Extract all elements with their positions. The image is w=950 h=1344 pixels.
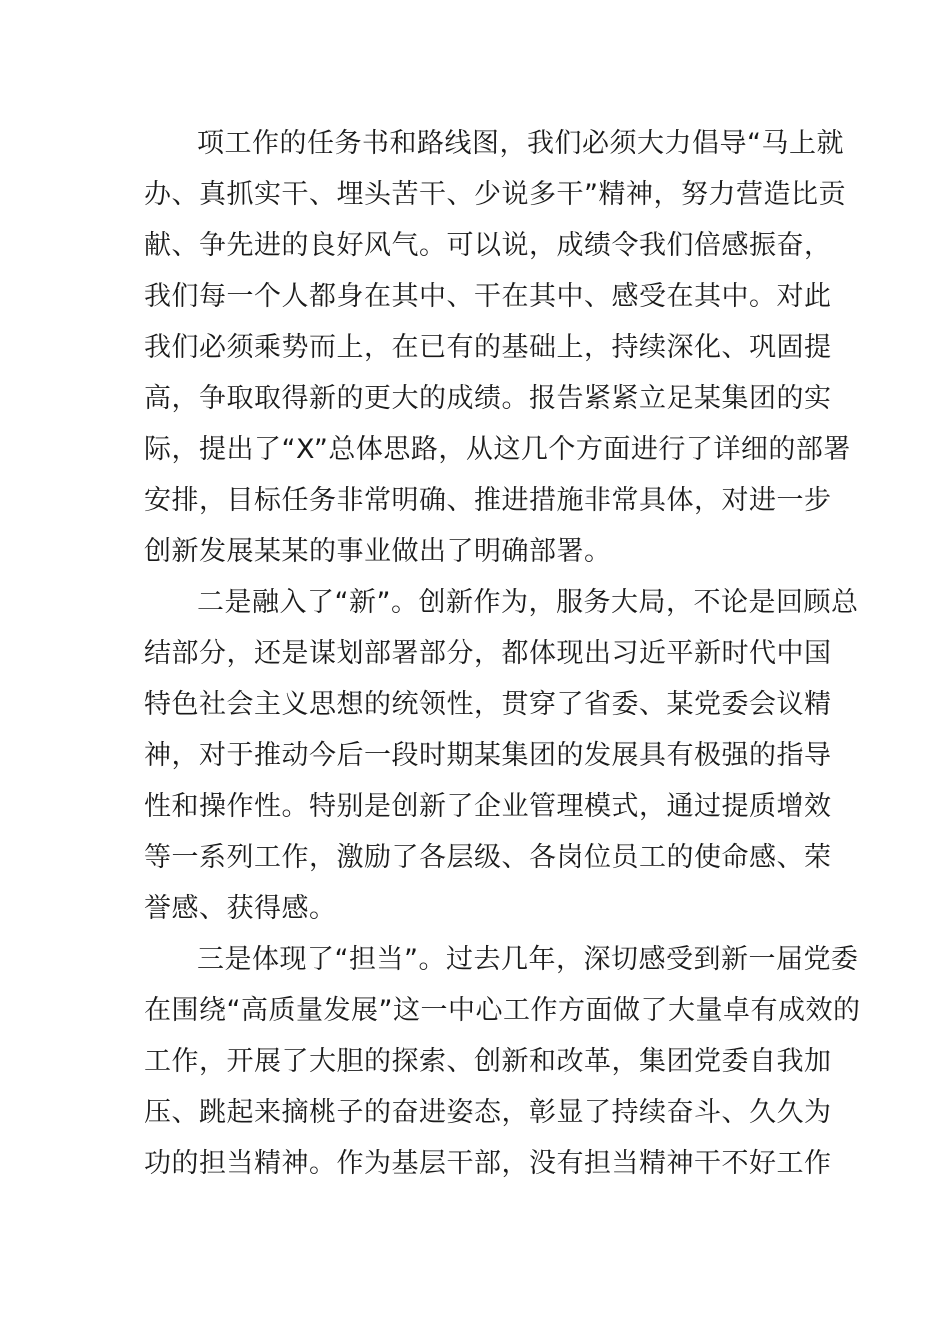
text-line: 献、争先进的良好风气。可以说，成绩令我们倍感振奋， [144, 230, 832, 261]
text-line: 压、跳起来摘桃子的奋进姿态，彰显了持续奋斗、久久为 [144, 1097, 832, 1128]
document-body [144, 118, 861, 1189]
paragraph-point-two [144, 577, 859, 934]
text-line: 功的担当精神。作为基层干部，没有担当精神干不好工作 [144, 1148, 832, 1179]
text-line: 安排，目标任务非常明确、推进措施非常具体，对进一步 [144, 485, 832, 516]
text-line: 在围绕“高质量发展”这一中心工作方面做了大量卓有成效的 [144, 995, 861, 1026]
text-line: 项工作的任务书和路线图，我们必须大力倡导“马上就 [197, 128, 844, 159]
text-line: 高，争取取得新的更大的成绩。报告紧紧立足某集团的实 [144, 383, 832, 414]
text-line: 我们每一个人都身在其中、干在其中、感受在其中。对此 [144, 281, 832, 312]
text-line: 办、真抓实干、埋头苦干、少说多干”精神，努力营造比贡 [144, 179, 846, 210]
text-line: 二是融入了“新”。创新作为，服务大局，不论是回顾总 [197, 587, 859, 618]
text-line: 创新发展某某的事业做出了明确部署。 [144, 536, 612, 567]
text-line: 誉感、获得感。 [144, 893, 337, 924]
text-line: 等一系列工作，激励了各层级、各岗位员工的使命感、荣 [144, 842, 832, 873]
text-line: 三是体现了“担当”。过去几年，深切感受到新一届党委 [197, 944, 859, 975]
paragraph-point-three [144, 934, 861, 1189]
text-line: 工作，开展了大胆的探索、创新和改革，集团党委自我加 [144, 1046, 832, 1077]
paragraph-continuation [144, 118, 851, 577]
text-line: 神，对于推动今后一段时期某集团的发展具有极强的指导 [144, 740, 832, 771]
text-line: 际，提出了“X”总体思路，从这几个方面进行了详细的部署 [144, 434, 851, 465]
text-line: 性和操作性。特别是创新了企业管理模式，通过提质增效 [144, 791, 832, 822]
text-line: 特色社会主义思想的统领性，贯穿了省委、某党委会议精 [144, 689, 832, 720]
text-line: 结部分，还是谋划部署部分，都体现出习近平新时代中国 [144, 638, 832, 669]
text-line: 我们必须乘势而上，在已有的基础上，持续深化、巩固提 [144, 332, 832, 363]
